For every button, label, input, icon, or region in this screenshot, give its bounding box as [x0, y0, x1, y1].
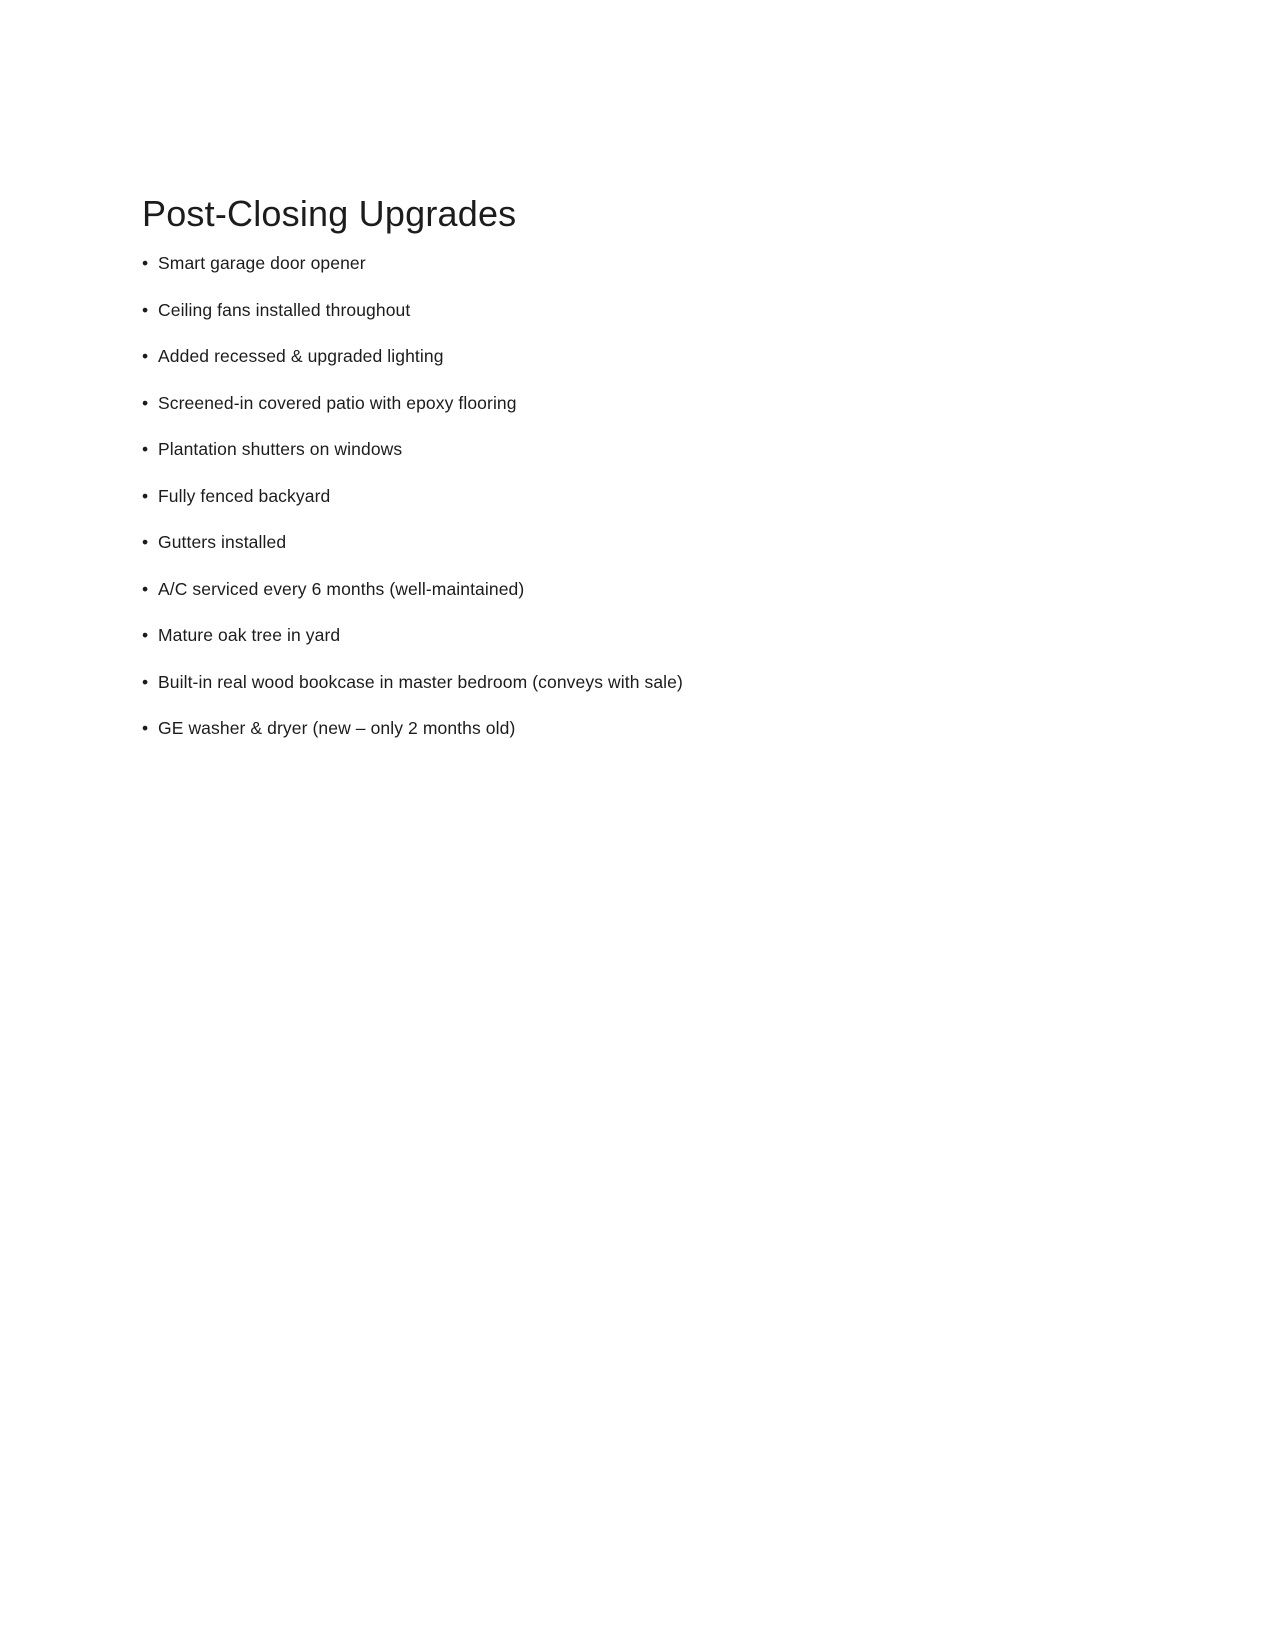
bullet-icon: •: [142, 485, 149, 506]
list-item-text: Smart garage door opener: [158, 253, 366, 274]
bullet-icon: •: [142, 253, 149, 274]
list-item: [142, 531, 1133, 553]
list-item: [142, 717, 1133, 739]
list-item: [142, 299, 1133, 321]
bullet-icon: •: [142, 346, 149, 367]
bullet-icon: •: [142, 392, 149, 413]
bullet-icon: •: [142, 718, 149, 739]
list-item: [142, 345, 1133, 367]
list-item: [142, 392, 1133, 414]
bullet-icon: •: [142, 625, 149, 646]
bullet-icon: •: [142, 578, 149, 599]
bullet-icon: •: [142, 671, 149, 692]
list-item-text: Added recessed & upgraded lighting: [158, 346, 444, 367]
list-item-text: GE washer & dryer (new – only 2 months old): [158, 718, 516, 739]
list-item-text: Ceiling fans installed throughout: [158, 299, 411, 320]
bullet-icon: •: [142, 299, 149, 320]
list-item-text: Mature oak tree in yard: [158, 625, 341, 646]
list-item-text: Screened-in covered patio with epoxy flooring: [158, 392, 517, 413]
list-item-text: Fully fenced backyard: [158, 485, 331, 506]
list-item-text: Built-in real wood bookcase in master bedroom (conveys with sale): [158, 671, 683, 692]
list-item-text: Gutters installed: [158, 532, 287, 553]
list-item-text: Plantation shutters on windows: [158, 439, 403, 460]
list-item: [142, 485, 1133, 507]
bullet-icon: •: [142, 532, 149, 553]
list-item: [142, 252, 1133, 274]
upgrades-list: [142, 252, 1133, 739]
list-item: [142, 578, 1133, 600]
bullet-icon: •: [142, 439, 149, 460]
list-item-text: A/C serviced every 6 months (well-maintained): [158, 578, 525, 599]
list-item: [142, 624, 1133, 646]
page-title: Post-Closing Upgrades: [142, 193, 517, 234]
list-item: [142, 671, 1133, 693]
list-item: [142, 438, 1133, 460]
